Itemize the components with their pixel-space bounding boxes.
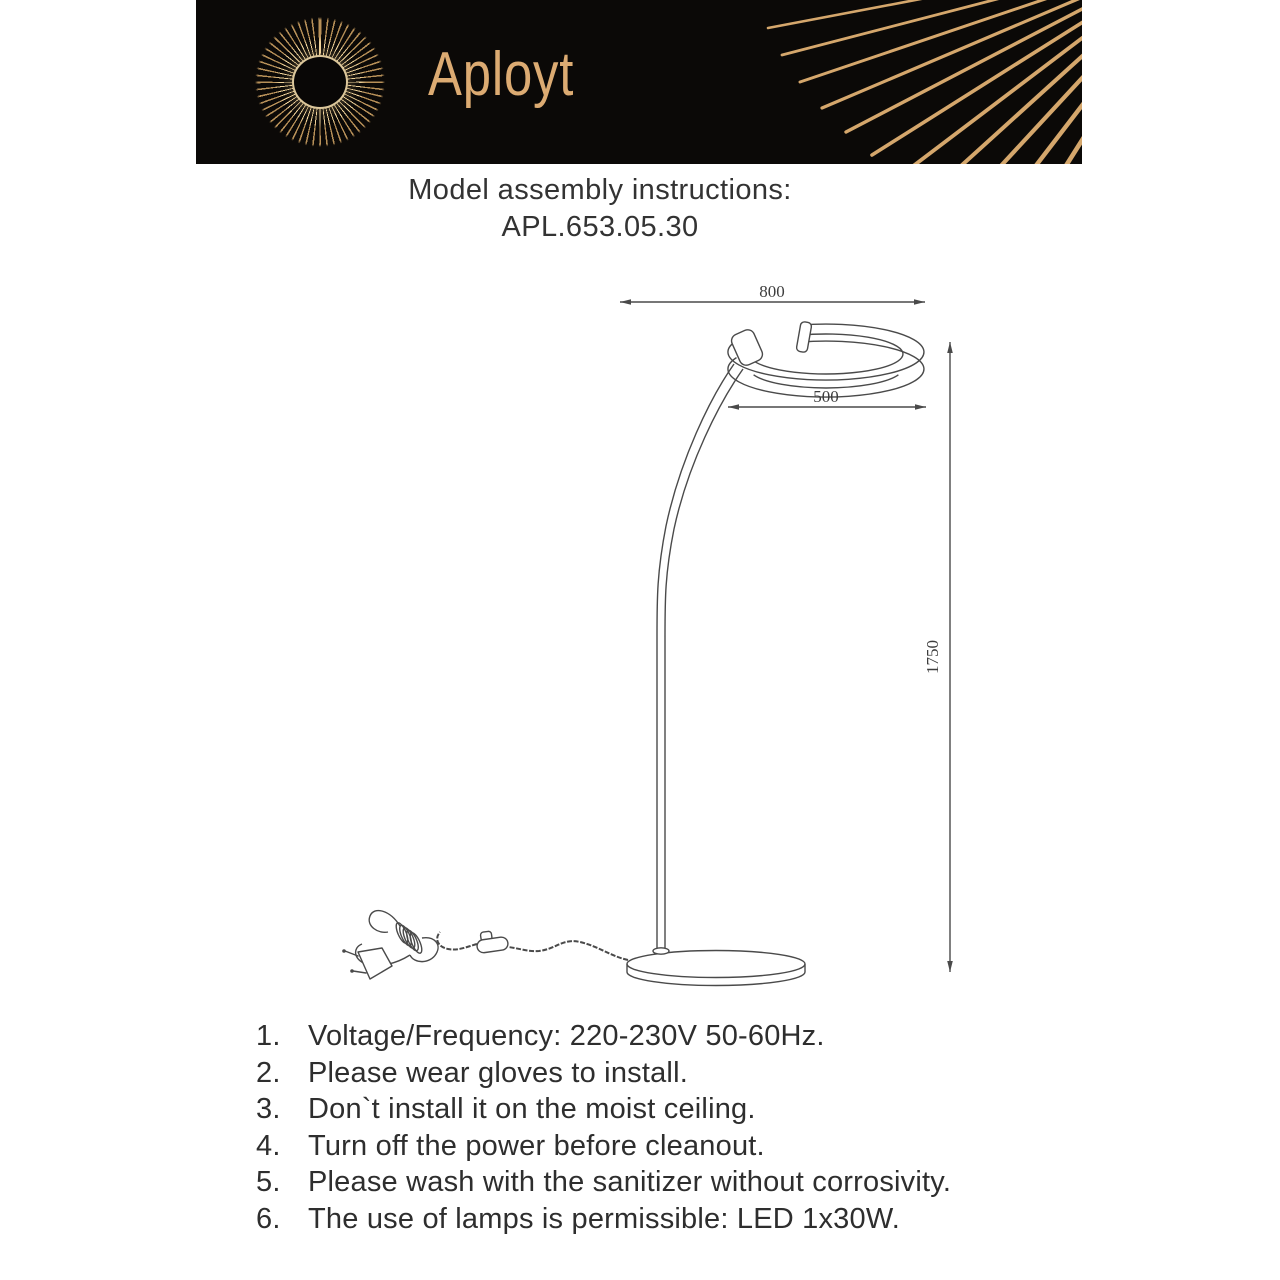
dimension-height <box>923 342 953 972</box>
power-cord <box>342 911 628 979</box>
lamp-stem <box>657 364 743 952</box>
item-number: 1. <box>256 1020 281 1052</box>
dimension-label-800: 800 <box>759 282 785 301</box>
dimension-overall-width <box>620 282 925 305</box>
power-plug <box>342 948 392 979</box>
item-number: 5. <box>256 1166 281 1199</box>
starburst-core <box>292 55 348 109</box>
item-text: Please wear gloves to install. <box>308 1056 688 1089</box>
item-number: 6. <box>256 1202 281 1235</box>
item-text: Voltage/Frequency: 220-230V 50-60Hz. <box>308 1020 825 1052</box>
dimension-label-500: 500 <box>813 387 839 406</box>
inline-switch <box>475 929 509 954</box>
item-text: Please wash with the sanitizer without corrosivity. <box>308 1166 952 1199</box>
item-text: Don`t install it on the moist ceiling. <box>308 1093 756 1126</box>
cord-to-coil <box>437 932 477 950</box>
brand-name: Aployt <box>428 40 575 109</box>
list-item <box>256 1164 1116 1201</box>
lamp-ring <box>728 321 924 397</box>
item-number: 2. <box>256 1056 281 1089</box>
model-number: APL.653.05.30 <box>501 211 699 243</box>
pole-collar <box>653 948 669 954</box>
ring-open-end-cap <box>796 321 812 352</box>
title-block <box>0 172 1200 246</box>
instructions-list <box>256 1018 1116 1238</box>
item-text: The use of lamps is permissible: LED 1x30W. <box>308 1202 901 1235</box>
item-number: 4. <box>256 1129 281 1162</box>
starburst-logo-icon <box>246 8 394 156</box>
list-item <box>256 1201 1116 1238</box>
cord-braided-section <box>508 941 628 960</box>
list-item <box>256 1128 1116 1165</box>
item-number: 3. <box>256 1093 281 1126</box>
list-item <box>256 1018 1116 1055</box>
dimension-label-1750: 1750 <box>923 640 942 674</box>
lamp-technical-drawing <box>330 280 990 1020</box>
list-item <box>256 1091 1116 1128</box>
item-text: Turn off the power before cleanout. <box>308 1129 765 1162</box>
page-title: Model assembly instructions: <box>408 174 792 206</box>
brand-banner <box>196 0 1082 164</box>
dimension-ring-width <box>728 387 926 410</box>
list-item <box>256 1055 1116 1092</box>
lamp-base <box>627 948 805 986</box>
